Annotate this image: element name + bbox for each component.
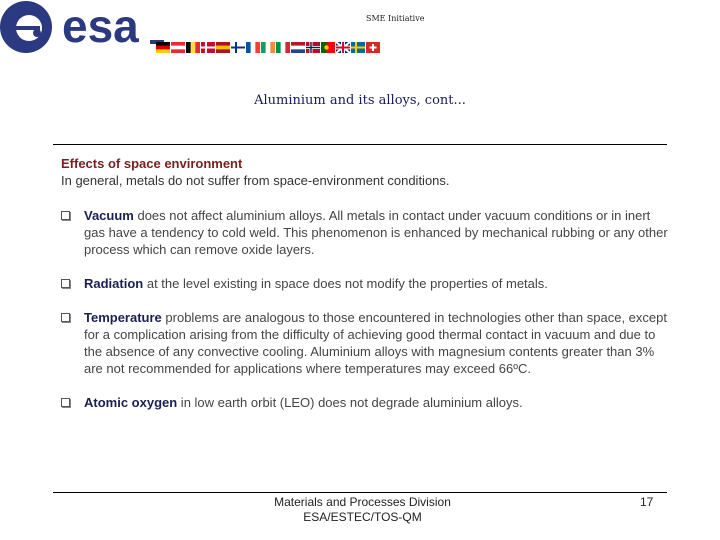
square-bullet-icon bbox=[61, 313, 70, 322]
logo-text: esa bbox=[62, 0, 139, 52]
belgium-flag bbox=[186, 42, 200, 53]
bullet-term: Temperature bbox=[84, 310, 162, 325]
bullet-term: Radiation bbox=[84, 276, 144, 291]
uk-flag bbox=[336, 42, 350, 53]
esa-logo bbox=[0, 0, 165, 58]
bullet-temperature bbox=[61, 309, 673, 377]
ireland-flag bbox=[261, 42, 275, 53]
portugal-flag bbox=[321, 42, 335, 53]
norway-flag bbox=[306, 42, 320, 53]
square-bullet-icon bbox=[61, 398, 70, 407]
bullet-list bbox=[61, 207, 673, 428]
header-caption: SME Initiative bbox=[366, 14, 425, 23]
bullet-text: does not affect aluminium alloys. All metals in contact under vacuum conditions or in inert gas have a tendency to cold weld. This phenomenon is enhanced by mechanical rubbing or any other process which can remove oxide layers. bbox=[84, 208, 668, 257]
austria-flag bbox=[171, 42, 185, 53]
germany-flag bbox=[156, 42, 170, 53]
top-rule bbox=[53, 144, 667, 145]
member-flags bbox=[156, 42, 380, 53]
page-number: 17 bbox=[640, 495, 654, 509]
france-flag bbox=[246, 42, 260, 53]
square-bullet-icon bbox=[61, 279, 70, 288]
section-heading: Effects of space environment bbox=[61, 156, 243, 171]
sweden-flag bbox=[351, 42, 365, 53]
spain-flag bbox=[216, 42, 230, 53]
netherlands-flag bbox=[291, 42, 305, 53]
intro-text: In general, metals do not suffer from space-environment conditions. bbox=[61, 173, 450, 188]
square-bullet-icon bbox=[61, 211, 70, 220]
italy-flag bbox=[276, 42, 290, 53]
bullet-vacuum bbox=[61, 207, 673, 258]
bullet-term: Atomic oxygen bbox=[84, 395, 178, 410]
bullet-text: problems are analogous to those encountered in technologies other than space, except for a complication arising from the difficulty of achieving good thermal contact in vacuum and due to the absence of any convective cooling. Aluminium alloys with magnesium contents greater than 3% are not recommended for applications where temperatures may exceed 66ºC. bbox=[84, 310, 667, 376]
bullet-atomic-oxygen bbox=[61, 394, 673, 411]
footer-org: ESA/ESTEC/TOS-QM bbox=[303, 510, 422, 524]
bottom-rule bbox=[53, 492, 667, 493]
bullet-term: Vacuum bbox=[84, 208, 134, 223]
denmark-flag bbox=[201, 42, 215, 53]
bullet-radiation bbox=[61, 275, 673, 292]
footer bbox=[240, 495, 485, 525]
finland-flag bbox=[231, 42, 245, 53]
bullet-text: in low earth orbit (LEO) does not degrade aluminium alloys. bbox=[177, 395, 523, 410]
footer-division: Materials and Processes Division bbox=[274, 495, 451, 509]
switzerland-flag bbox=[366, 42, 380, 53]
slide-title: Aluminium and its alloys, cont... bbox=[254, 93, 466, 108]
bullet-text: at the level existing in space does not modify the properties of metals. bbox=[143, 276, 548, 291]
